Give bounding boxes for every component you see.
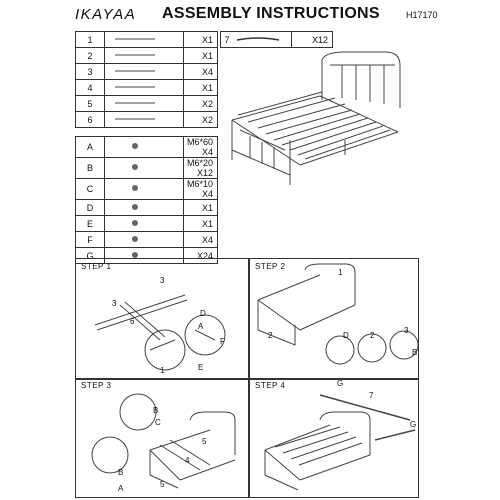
callout: G [410,420,417,429]
part-qty: X2 [184,96,218,112]
hardware-letter: G [76,248,105,264]
callout: F [220,337,225,346]
callout: D [343,331,349,340]
hardware-letter: E [76,216,105,232]
hardware-spec: M6*10 [186,179,213,189]
callout: 6 [130,317,135,326]
callout: 5 [160,480,165,489]
page-title: ASSEMBLY INSTRUCTIONS [162,5,380,22]
part-number: 1 [76,32,105,48]
hardware-letter: B [76,158,105,179]
callout: 1 [160,366,165,375]
part-qty: X2 [184,112,218,128]
callout: 5 [202,437,207,446]
callout: B [153,406,159,415]
hardware-qty: X1 [201,202,213,213]
part-number: 6 [76,112,105,128]
part-number: 5 [76,96,105,112]
hardware-qty: X4 [201,234,213,245]
callout: 3 [160,276,165,285]
part-qty: X1 [184,80,218,96]
callout: B [118,468,124,477]
callout: D [200,309,206,318]
hardware-letter: D [76,200,105,216]
part-number: 7 [221,32,234,48]
hardware-qty: X24 [196,250,213,261]
part-qty: X1 [184,48,218,64]
part-qty: X1 [184,32,218,48]
step-label: STEP 4 [255,381,286,390]
hardware-qty: X1 [201,218,213,229]
callout: C [155,418,161,427]
step-label: STEP 3 [81,381,112,390]
part-number: 3 [76,64,105,80]
callout: 3 [112,299,117,308]
callout: B [412,348,418,357]
model-code: H17170 [406,10,438,20]
brand-logo: IKAYAA [75,6,137,23]
hardware-letter: C [76,179,105,200]
callout: E [198,363,204,372]
callout: A [198,322,204,331]
hardware-letter: F [76,232,105,248]
hardware-qty: X4 [201,147,213,157]
callout: 4 [185,456,190,465]
callout: 3 [404,326,409,335]
part-qty: X12 [292,32,333,48]
hardware-letter: A [76,137,105,158]
callout: 1 [338,268,343,277]
hardware-spec: M6*60 [186,137,213,147]
callout: 2 [370,331,375,340]
hardware-qty: X4 [201,189,213,199]
callout: 2 [268,331,273,340]
step-label: STEP 2 [255,262,286,271]
part-number: 2 [76,48,105,64]
callout: A [118,484,124,493]
hardware-spec: M6*20 [186,158,213,168]
part-qty: X4 [184,64,218,80]
step-label: STEP 1 [81,262,112,271]
callout: G [337,379,344,388]
callout: 7 [369,391,374,400]
hardware-qty: X12 [196,168,213,178]
part-number: 4 [76,80,105,96]
